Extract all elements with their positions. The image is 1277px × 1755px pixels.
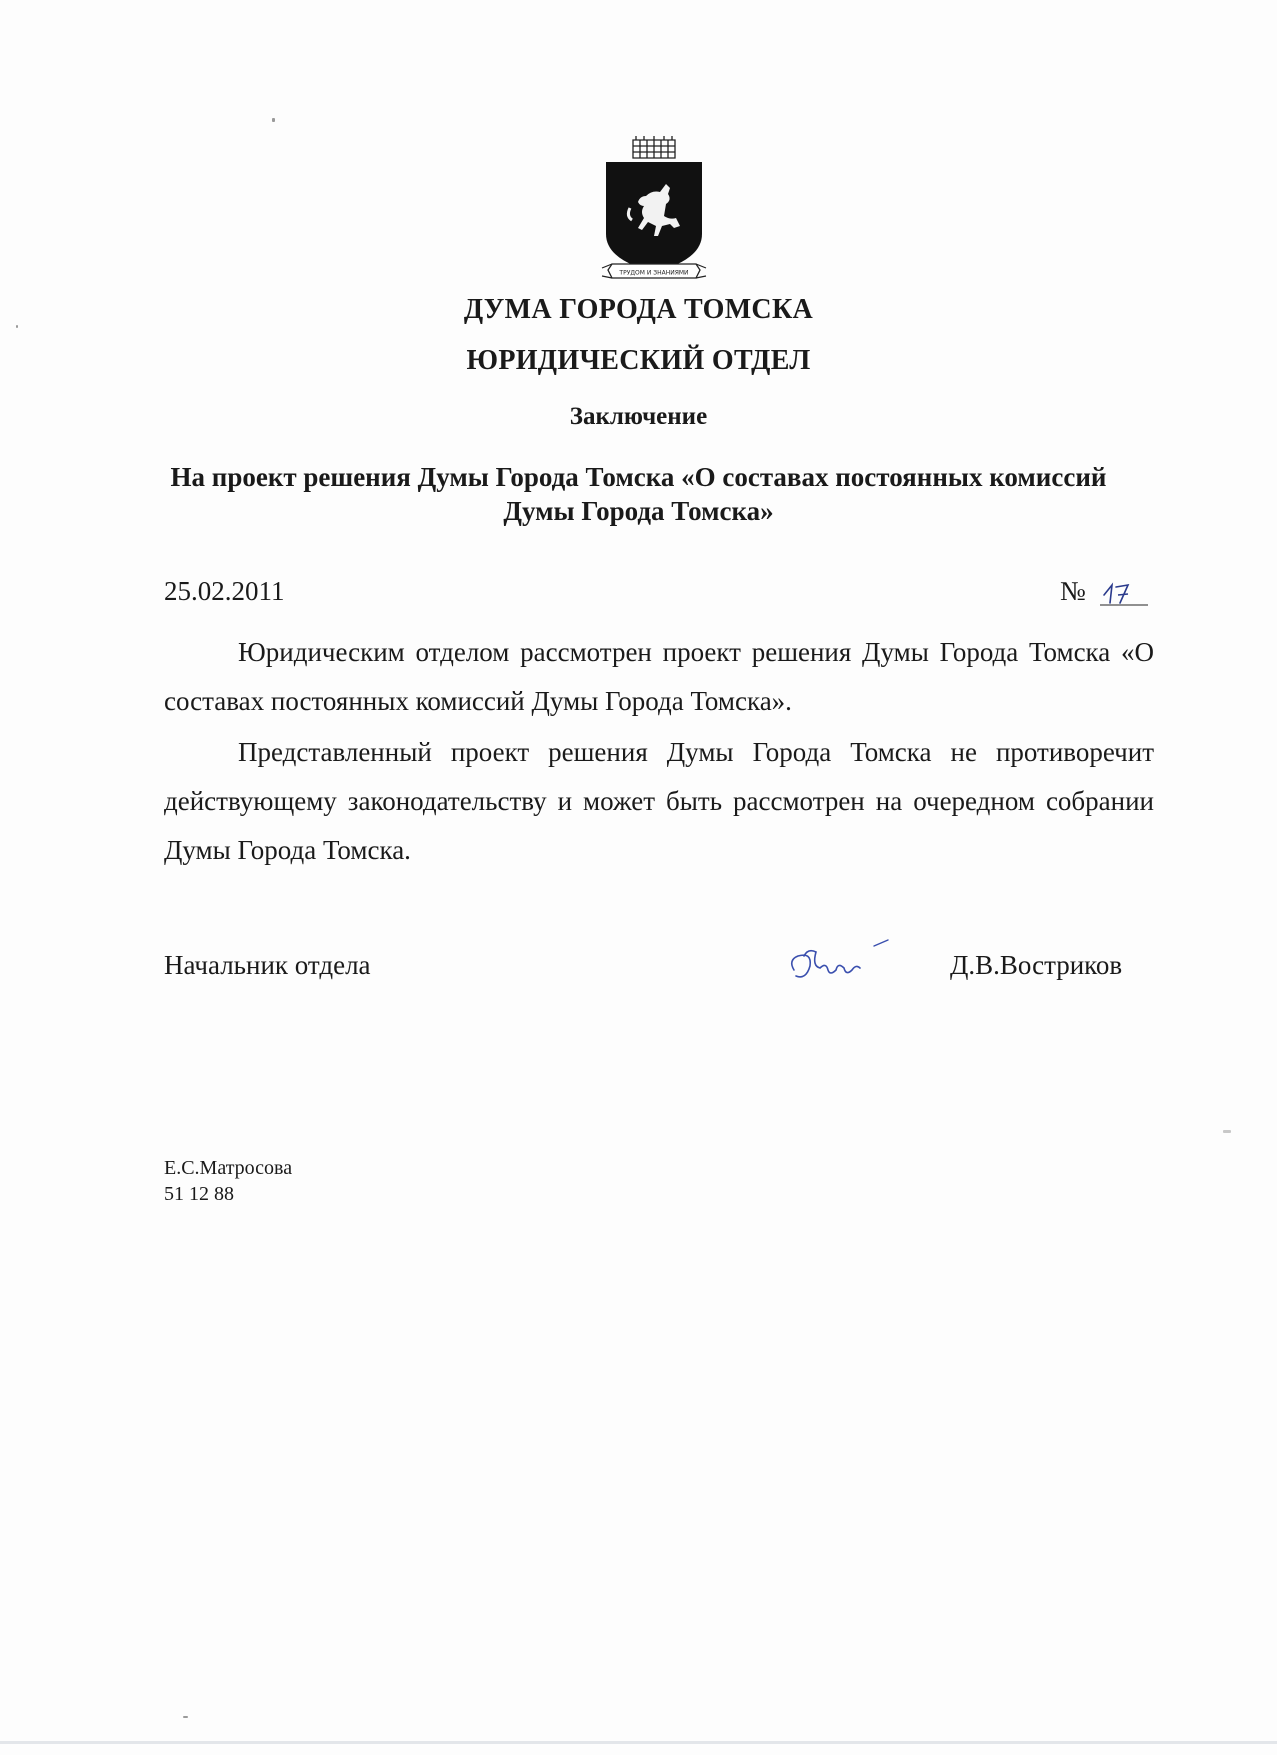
- executor-phone: 51 12 88: [164, 1183, 234, 1205]
- scan-speck: [183, 1716, 188, 1718]
- document-subject: На проект решения Думы Города Томска «О составах постоянных комиссий Думы Города Томска»: [170, 462, 1107, 526]
- executor-name: Е.С.Матросова: [164, 1157, 293, 1179]
- body-paragraph-2: Представленный проект решения Думы Города Томска не противоречит действующему законодательству и может быть рассмотрен на очередном собрании Думы Города Томска.: [164, 737, 1154, 865]
- signatory-position: Начальник отдела: [164, 950, 371, 980]
- body-paragraph-1: Юридическим отделом рассмотрен проект решения Думы Города Томска «О составах постоянных комиссий Думы Города Томска».: [164, 637, 1154, 716]
- signer-name: Д.В.Востриков: [950, 950, 1123, 980]
- document-date: 25.02.2011: [164, 576, 285, 606]
- scan-speck: [16, 325, 18, 328]
- scan-edge-line: [0, 1741, 1277, 1744]
- document-number-handwritten: [1098, 573, 1150, 609]
- department-name: ЮРИДИЧЕСКИЙ ОТДЕЛ: [466, 345, 811, 376]
- handwritten-signature-icon: [782, 926, 902, 996]
- tomsk-coat-of-arms-icon: [600, 136, 708, 288]
- document-number-label: №: [1060, 576, 1086, 606]
- organization-name: ДУМА ГОРОДА ТОМСКА: [463, 294, 814, 325]
- executor-block: [164, 1155, 292, 1207]
- document-type: Заключение: [569, 403, 708, 430]
- emblem-motto: ТРУДОМ И ЗНАНИЯМИ: [619, 269, 689, 277]
- scan-speck: [272, 118, 275, 122]
- scan-speck: [1223, 1130, 1231, 1133]
